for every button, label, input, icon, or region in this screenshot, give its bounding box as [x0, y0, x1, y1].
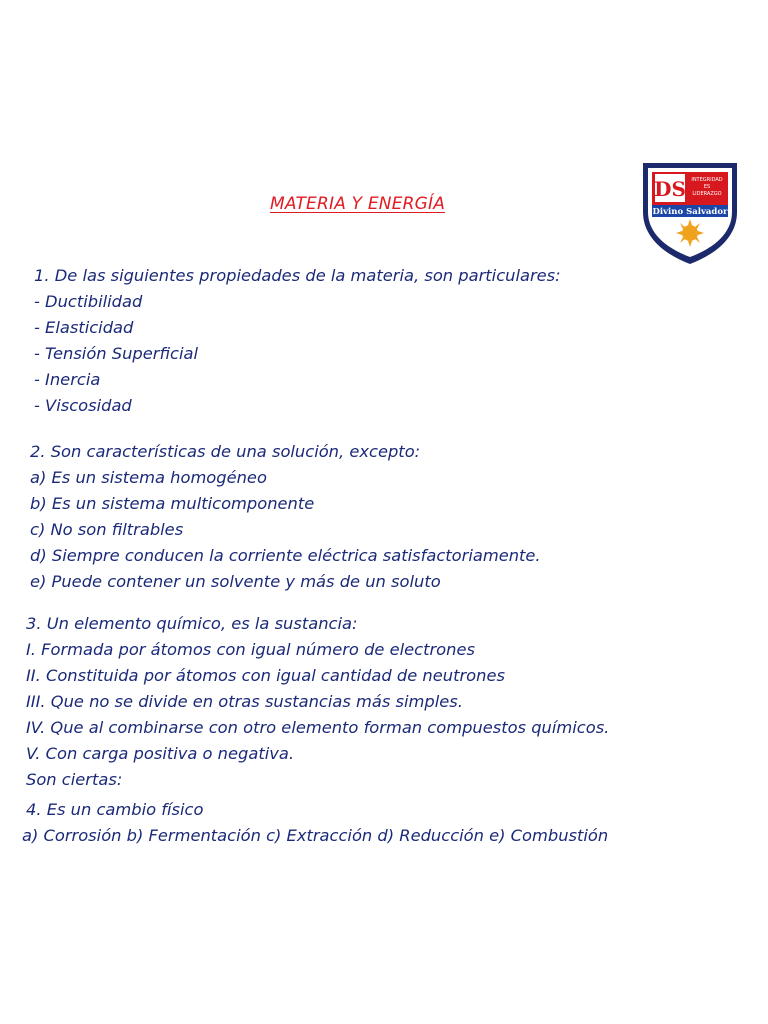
question-4 [26, 797, 203, 823]
question-3-statement: IV. Que al combinarse con otro elemento forman compuestos químicos. [26, 718, 610, 737]
question-2-option: d) Siempre conducen la corriente eléctrica satisfactoriamente. [30, 546, 541, 565]
question-4-options: a) Corrosión b) Fermentación c) Extracción d) Reducción e) Combustión [22, 826, 609, 845]
question-3-statement: I. Formada por átomos con igual número de electrones [26, 640, 475, 659]
question-1-item: - Inercia [34, 370, 101, 389]
question-1 [34, 263, 561, 419]
question-2 [30, 439, 541, 595]
question-3-prompt: 3. Un elemento químico, es la sustancia: [26, 614, 358, 633]
question-2-option: b) Es un sistema multicomponente [30, 494, 315, 513]
question-3 [26, 611, 609, 793]
question-4-options-block [22, 823, 608, 849]
question-3-footer: Son ciertas: [26, 770, 123, 789]
question-1-prompt: 1. De las siguientes propiedades de la materia, son particulares: [34, 266, 561, 285]
crest-motto-line2: ES [703, 184, 711, 190]
crest-school-name: Divino Salvador [652, 207, 728, 217]
question-2-prompt: 2. Son características de una solución, excepto: [30, 442, 421, 461]
school-crest-logo [641, 160, 739, 266]
question-3-statement: II. Constituida por átomos con igual cantidad de neutrones [26, 666, 505, 685]
question-3-statement: III. Que no se divide en otras sustancias más simples. [26, 692, 463, 711]
crest-motto-line3: LIDERAZGO [692, 191, 722, 197]
question-1-item: - Elasticidad [34, 318, 134, 337]
question-2-option: c) No son filtrables [30, 520, 184, 539]
crest-motto-line1: INTEGRIDAD [691, 177, 723, 183]
crest-sun-icon [676, 219, 704, 247]
question-2-option: e) Puede contener un solvente y más de un soluto [30, 572, 441, 591]
crest-monogram: DS [654, 177, 686, 201]
question-2-option: a) Es un sistema homogéneo [30, 468, 267, 487]
question-1-item: - Viscosidad [34, 396, 132, 415]
page-title: MATERIA Y ENERGÍA [270, 194, 446, 214]
question-4-prompt: 4. Es un cambio físico [26, 800, 204, 819]
question-3-statement: V. Con carga positiva o negativa. [26, 744, 295, 763]
question-1-item: - Ductibilidad [34, 292, 143, 311]
question-1-item: - Tensión Superficial [34, 344, 198, 363]
